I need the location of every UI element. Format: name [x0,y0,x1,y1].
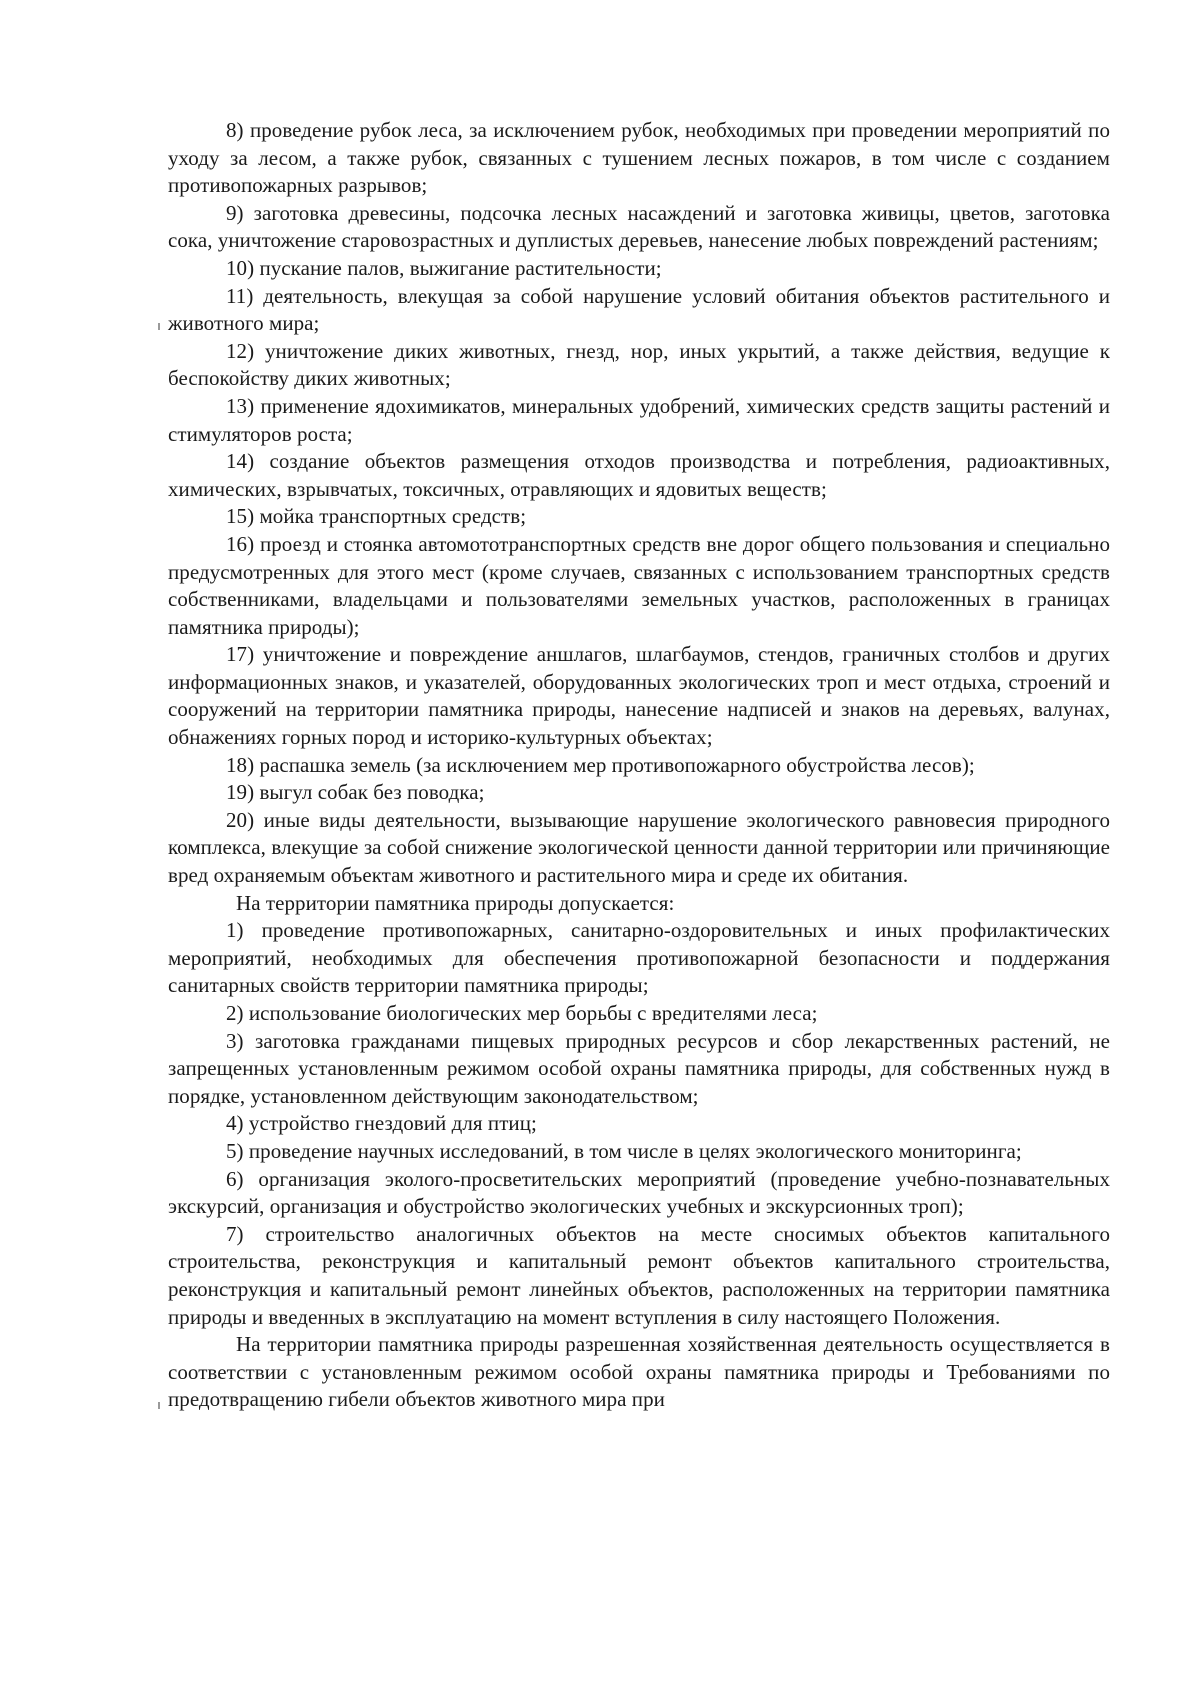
allowed-item-3: 3) заготовка гражданами пищевых природных ресурсов и сбор лекарственных растений, не запрещенных установленным режимом особой охраны памятника природы, для собственных нужд в порядке, установленном действующим законодательством; [168,1028,1110,1108]
allowed-item-6: 6) организация эколого-просветительских мероприятий (проведение учебно-познавательных экскурсий, организация и обустройство экологических учебных и экскурсионных троп); [168,1166,1110,1219]
allowed-item-4: 4) устройство гнездовий для птиц; [226,1111,537,1136]
prohibited-item-9: 9) заготовка древесины, подсочка лесных насаждений и заготовка живицы, цветов, заготовка сока, уничтожение старовозрастных и дуплистых деревьев, нанесение любых повреждений растениям; [168,200,1110,253]
allowed-item-1: 1) проведение противопожарных, санитарно-оздоровительных и иных профилактических мероприятий, необходимых для обеспечения противопожарной безопасности и поддержания санитарных свойств территории памятника природы; [168,918,1110,998]
prohibited-item-10: 10) пускание палов, выжигание растительности; [226,255,662,280]
prohibited-item-20: 20) иные виды деятельности, вызывающие нарушение экологического равновесия природного комплекса, влекущие за собой снижение экологической ценности данной территории или причиняющие вред охраняемым объектам животного и растительного мира и среде их обитания. [168,807,1110,888]
prohibited-item-18: 18) распашка земель (за исключением мер противопожарного обустройства лесов); [226,752,975,777]
closing-paragraph: На территории памятника природы разрешенная хозяйственная деятельность осуществляется в соответствии с установленным режимом особой охраны памятника природы и Требованиями по предотвращению гибели объектов животного мира при [168,1332,1110,1412]
prohibited-item-13: 13) применение ядохимикатов, минеральных удобрений, химических средств защиты растений и стимуляторов роста; [168,393,1110,446]
scan-artifact [158,1402,160,1409]
allowed-item-7: 7) строительство аналогичных объектов на месте сносимых объектов капитального строительства, реконструкция и капитальный ремонт объектов капитального строительства, реконструкция и капитальный ремонт линейных объектов, расположенных на территории памятника природы и введенных в эксплуатацию на момент вступления в силу настоящего Положения. [168,1221,1110,1329]
scan-artifact [158,323,160,330]
prohibited-item-16: 16) проезд и стоянка автомототранспортных средств вне дорог общего пользования и специально предусмотренных для этого мест (кроме случаев, связанных с использованием транспортных средств собственниками, владельцами и пользователями земельных участков, расположенных в границах памятника природы); [168,531,1110,639]
prohibited-item-14: 14) создание объектов размещения отходов производства и потребления, радиоактивных, химических, взрывчатых, токсичных, отравляющих и ядовитых веществ; [168,449,1110,501]
allowed-heading: На территории памятника природы допускается: [236,890,675,915]
prohibited-item-12: 12) уничтожение диких животных, гнезд, нор, иных укрытий, а также действия, ведущие к беспокойству диких животных; [168,338,1110,391]
prohibited-item-17: 17) уничтожение и повреждение аншлагов, шлагбаумов, стендов, граничных столбов и других информационных знаков, и указателей, оборудованных экологических троп и мест отдыха, строений и сооружений на территории памятника природы, нанесение надписей и знаков на деревьях, валунах, обнажениях горных пород и историко-культурных объектах; [168,642,1110,750]
document-body [168,117,1110,1414]
allowed-item-5: 5) проведение научных исследований, в том числе в целях экологического мониторинга; [226,1138,1022,1163]
prohibited-item-15: 15) мойка транспортных средств; [226,504,527,529]
prohibited-item-11: 11) деятельность, влекущая за собой нарушение условий обитания объектов растительного и животного мира; [168,283,1110,336]
prohibited-item-19: 19) выгул собак без поводка; [226,780,485,805]
allowed-item-2: 2) использование биологических мер борьбы с вредителями леса; [226,1001,818,1025]
prohibited-item-8: 8) проведение рубок леса, за исключением рубок, необходимых при проведении мероприятий по уходу за лесом, а также рубок, связанных с тушением лесных пожаров, в том числе с созданием противопожарных разрывов; [168,118,1110,198]
